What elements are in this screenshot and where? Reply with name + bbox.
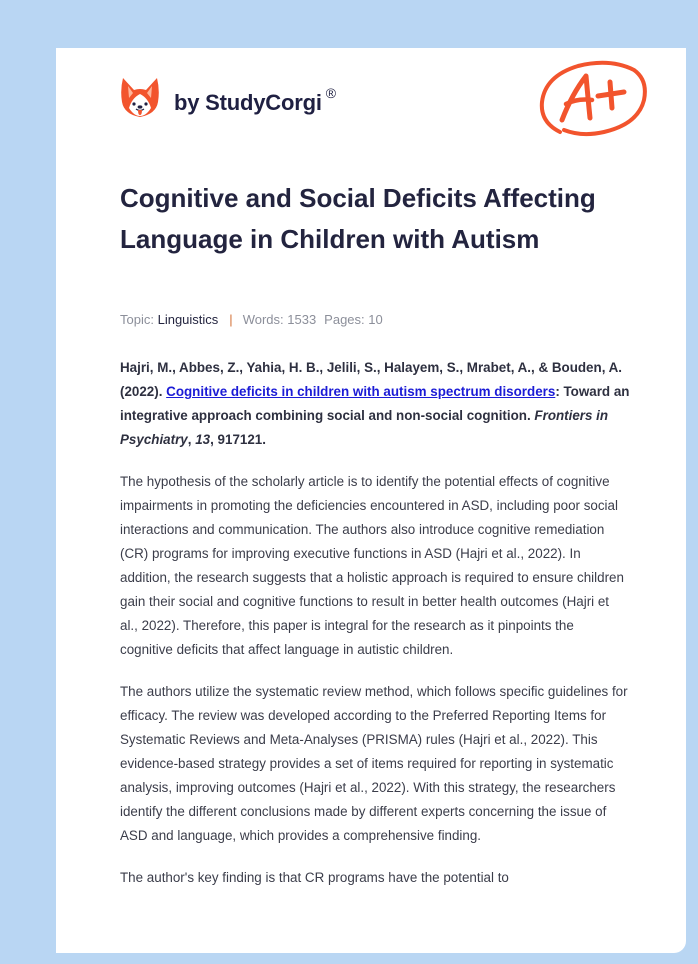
registered-mark: ® xyxy=(325,85,336,101)
a-plus-grade-icon xyxy=(538,58,648,140)
topic-link[interactable]: Linguistics xyxy=(157,312,219,327)
citation-subtitle: : Toward an integrative approach combining social and non-social cognition. xyxy=(120,384,630,423)
body-paragraph: The authors utilize the systematic review method, which follows specific guidelines for efficacy. The review was developed according to the Preferred Reporting Items for Systematic Reviews and Meta-Analyses (PRISMA) rules (Hajri et al., 2022). This evidence-based strategy provides a set of items required for reporting in systematic analysis, improving outcomes (Hajri et al., 2022). With this strategy, the researchers identify the different conclusions made by different experts concerning the issue of ASD and language, which provides a comprehensive finding. xyxy=(120,684,628,843)
document-body xyxy=(120,356,630,908)
words-count: 1533 xyxy=(287,312,317,327)
document-meta xyxy=(120,312,383,327)
citation-comma: , xyxy=(187,432,196,447)
words-label: Words: xyxy=(242,312,284,327)
reference-citation xyxy=(120,356,630,452)
topic-label: Topic: xyxy=(120,312,154,327)
citation-article: , 917121. xyxy=(210,432,266,447)
body-paragraph: The hypothesis of the scholarly article is to identify the potential effects of cognitive impairments in promoting the deficiencies encountered in ASD, including poor social interactions and communication. The authors also introduce cognitive remediation (CR) programs for improving executive functions in ASD (Hajri et al., 2022). In addition, the research suggests that a holistic approach is required to ensure children gain their social and cognitive functions to result in better health outcomes (Hajri et al., 2022). Therefore, this paper is integral for the research as it pinpoints the cognitive deficits that affect language in autistic children. xyxy=(120,474,624,657)
meta-separator: | xyxy=(229,312,233,327)
body-paragraph: The author's key finding is that CR programs have the potential to xyxy=(120,870,509,885)
pages-count: 10 xyxy=(368,312,383,327)
corgi-head-icon xyxy=(120,76,160,120)
brand-header[interactable] xyxy=(120,76,336,120)
citation-authors: Hajri, M., Abbes, Z., Yahia, H. B., Jelili, S., Halayem, S., Mrabet, A., & Bouden, A. (2022). xyxy=(120,360,623,399)
brand-name-text: by StudyCorgi xyxy=(174,90,322,115)
pages-label: Pages: xyxy=(324,312,365,327)
citation-volume: 13 xyxy=(195,432,211,447)
citation-journal: Frontiers in Psychiatry xyxy=(120,408,609,447)
brand-name xyxy=(174,85,336,116)
document-title: Cognitive and Social Deficits Affecting Language in Children with Autism xyxy=(120,183,596,254)
document-card xyxy=(56,48,686,953)
citation-link[interactable]: Cognitive deficits in children with autism spectrum disorders xyxy=(166,384,556,399)
